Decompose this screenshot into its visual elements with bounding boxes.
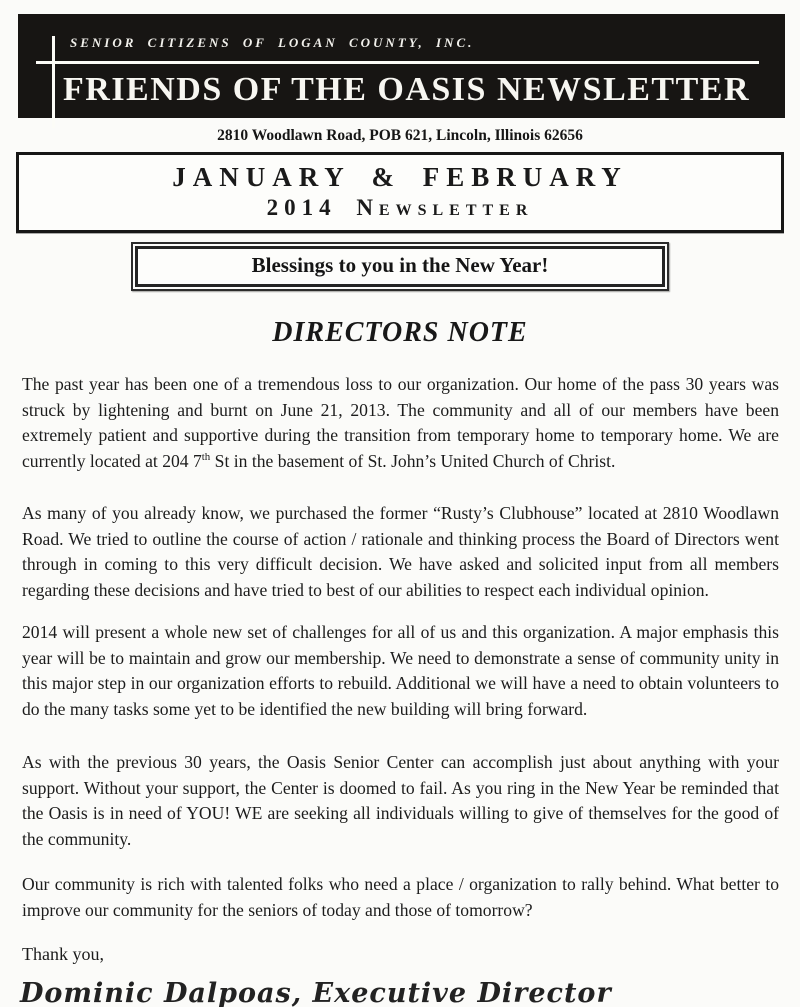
address-line: 2810 Woodlawn Road, POB 621, Lincoln, Illinois 62656 [217, 127, 583, 144]
section-title: DIRECTORS NOTE [272, 317, 528, 348]
closing-line: Thank you, [22, 944, 104, 964]
banner-cross-horizontal-line [36, 61, 759, 64]
issue-months: JANUARY & FEBRUARY [172, 162, 628, 192]
newsletter-title: FRIENDS OF THE OASIS NEWSLETTER [63, 71, 751, 108]
greeting-text: Blessings to you in the New Year! [251, 253, 549, 277]
paragraph-3: 2014 will present a whole new set of challenges for all of us and this organization. A major emphasis this year will be to maintain and grow our membership. We need to demonstrate a sense of community unity in this major step in our organization efforts to rebuild. Additional we will have a need to obtain volunteers to do the many tasks some yet to be identified the new building will bring forward. [22, 622, 779, 719]
paragraph-2: As many of you already know, we purchased the former “Rusty’s Clubhouse” located at 2810 Woodlawn Road. We tried to outline the course of action / rationale and thinking process the Board of Directors went through in coming to this very difficult decision. We have asked and solicited input from all members regarding these decisions and have tried to best of our abilities to respect each individual opinion. [22, 503, 779, 600]
signature-line: Dominic Dalpoas, Executive Director [20, 978, 612, 1007]
paragraph-1-text: The past year has been one of a tremendous loss to our organization. Our home of the pass 30 years was struck by lightening and burnt on June 21, 2013. The community and all of our members have been extremely patient and supportive during the transition from temporary home to temporary home. We are currently located at 204 7 [22, 374, 779, 471]
ordinal-superscript: th [201, 450, 211, 463]
masthead-banner [18, 14, 785, 118]
greeting-box [131, 242, 669, 291]
greeting-box-inner [135, 246, 665, 287]
paragraph-4: As with the previous 30 years, the Oasis Senior Center can accomplish just about anything with your support. Without your support, the Center is doomed to fail. As you ring in the New Year be reminded that the Oasis is in need of YOU! WE are seeking all individuals willing to give of themselves for the good of the community. [22, 752, 779, 849]
paragraph-5: Our community is rich with talented folks who need a place / organization to rally behind. What better to improve our community for the seniors of today and those of tomorrow? [22, 874, 779, 920]
organization-name: SENIOR CITIZENS OF LOGAN COUNTY, INC. [70, 35, 475, 50]
paragraph-1 [22, 372, 779, 474]
directors-note-body [22, 372, 779, 923]
banner-cross-vertical-line [52, 36, 55, 128]
paragraph-1-text-cont: St in the basement of St. John’s United Church of Christ. [210, 450, 616, 471]
issue-box [16, 152, 784, 233]
issue-year-label: 2014 Newsletter [266, 195, 534, 220]
